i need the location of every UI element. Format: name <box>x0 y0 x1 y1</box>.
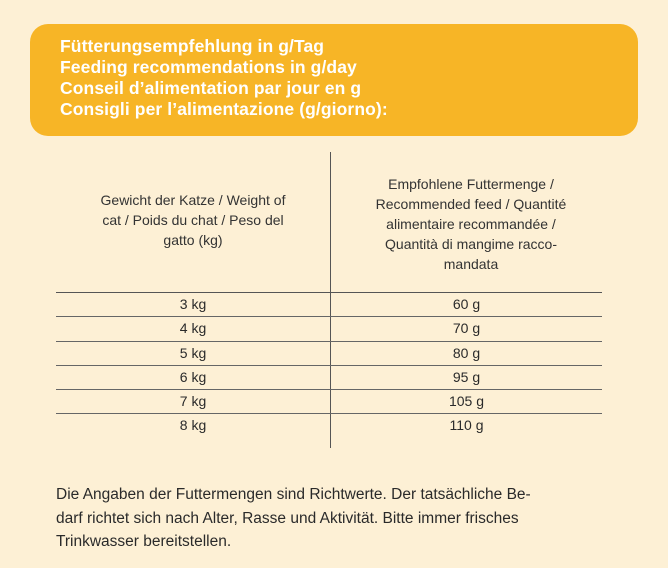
feed-cell: 70 g <box>452 320 481 337</box>
feed-cell: 105 g <box>448 393 485 410</box>
feed-cell: 80 g <box>452 344 481 361</box>
table-row <box>56 414 602 437</box>
title-line-fr: Conseil d’alimentation par jour en g <box>60 78 362 98</box>
weight-cell: 6 kg <box>179 368 207 385</box>
weight-cell: 8 kg <box>179 417 207 434</box>
table-row <box>56 366 602 390</box>
header-feed-line: Empfohlene Futtermenge / <box>388 176 554 192</box>
header-feed-line: Recommended feed / Quantité <box>375 196 567 212</box>
note-paragraph <box>56 483 626 554</box>
header-feed-line: Quantità di mangime racco- <box>385 236 557 252</box>
table-body <box>56 292 602 438</box>
weight-cell: 4 kg <box>179 320 207 337</box>
table-row <box>56 293 602 317</box>
title-line-it: Consigli per l’alimentazione (g/giorno): <box>60 99 388 119</box>
header-weight-line: cat / Poids du chat / Peso del <box>102 212 284 228</box>
weight-cell: 3 kg <box>179 296 207 312</box>
title-line-en: Feeding recommendations in g/day <box>60 57 357 77</box>
feed-cell: 60 g <box>452 296 481 312</box>
table-header <box>56 152 602 292</box>
feed-cell: 95 g <box>452 368 481 385</box>
header-feed <box>356 174 586 274</box>
title-line-de: Fütterungsempfehlung in g/Tag <box>60 36 325 56</box>
feeding-table <box>56 152 602 438</box>
header-weight-line: Gewicht der Katze / Weight of <box>100 192 286 208</box>
table-row <box>56 342 602 366</box>
note-line: Trinkwasser bereitstellen. <box>56 533 232 550</box>
weight-cell: 7 kg <box>179 393 207 410</box>
weight-cell: 5 kg <box>179 344 207 361</box>
header-feed-line: alimentaire recommandée / <box>386 216 556 232</box>
feed-cell: 110 g <box>449 417 484 434</box>
table-row <box>56 317 602 341</box>
table-row <box>56 390 602 414</box>
title-banner <box>30 24 638 136</box>
note-line: darf richtet sich nach Alter, Rasse und Aktivität. Bitte immer frisches <box>56 509 519 527</box>
header-feed-line: mandata <box>443 256 499 272</box>
header-weight <box>88 190 298 250</box>
header-weight-line: gatto (kg) <box>163 232 223 248</box>
note-line: Die Angaben der Futtermengen sind Richtwerte. Der tatsächliche Be- <box>56 486 531 503</box>
